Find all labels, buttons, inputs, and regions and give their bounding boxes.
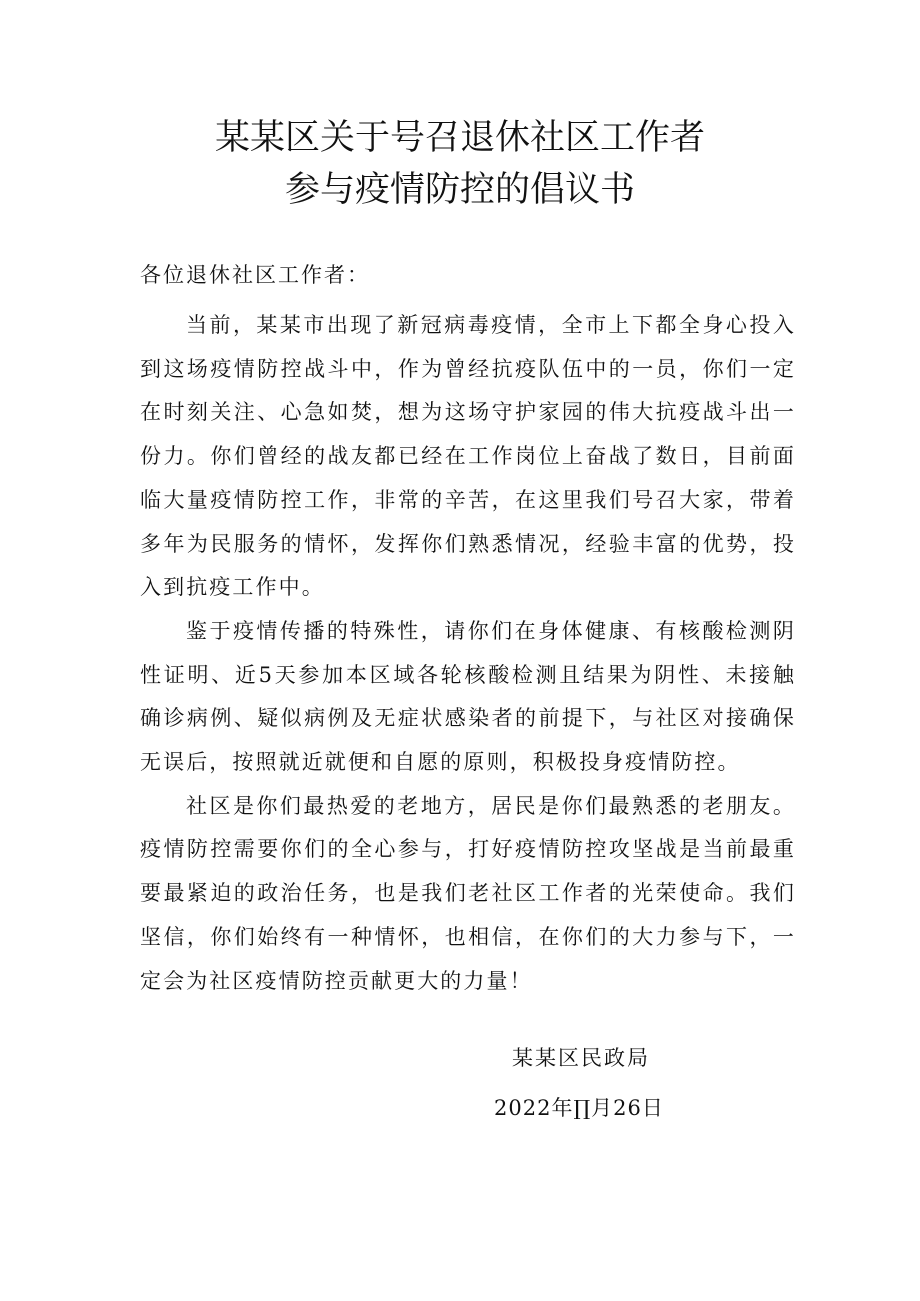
- paragraph-3: 社区是你们最热爱的老地方，居民是你们最熟悉的老朋友。疫情防控需要你们的全心参与，打好疫情防控攻坚战是当前最重要最紧迫的政治任务，也是我们老社区工作者的光荣使命。我们坚信，你们始终有一种情怀，也相信，在你们的大力参与下，一定会为社区疫情防控贡献更大的力量！: [140, 793, 796, 993]
- document-title: [0, 112, 920, 216]
- signature-date: 2022年∏月26日: [494, 1096, 664, 1120]
- document-body: [140, 304, 796, 1003]
- salutation: 各位退休社区工作者：: [140, 263, 370, 287]
- title-line-2: 参与疫情防控的倡议书: [284, 170, 635, 210]
- signature-organization: 某某区民政局: [512, 1046, 650, 1070]
- paragraph-1: 当前，某某市出现了新冠病毒疫情，全市上下都全身心投入到这场疫情防控战斗中，作为曾经抗疫队伍中的一员，你们一定在时刻关注、心急如焚，想为这场守护家园的伟大抗疫战斗出一份力。你们曾经的战友都已经在工作岗位上奋战了数日，目前面临大量疫情防控工作，非常的辛苦，在这里我们号召大家，带着多年为民服务的情怀，发挥你们熟悉情况，经验丰富的优势，投入到抗疫工作中。: [140, 313, 796, 600]
- title-line-1: 某某区关于号召退休社区工作者: [214, 118, 705, 158]
- paragraph-2: 鉴于疫情传播的特殊性，请你们在身体健康、有核酸检测阴性证明、近5天参加本区域各轮核酸检测且结果为阴性、未接触确诊病例、疑似病例及无症状感染者的前提下，与社区对接确保无误后，按照就近就便和自愿的原则，积极投身疫情防控。: [140, 618, 796, 775]
